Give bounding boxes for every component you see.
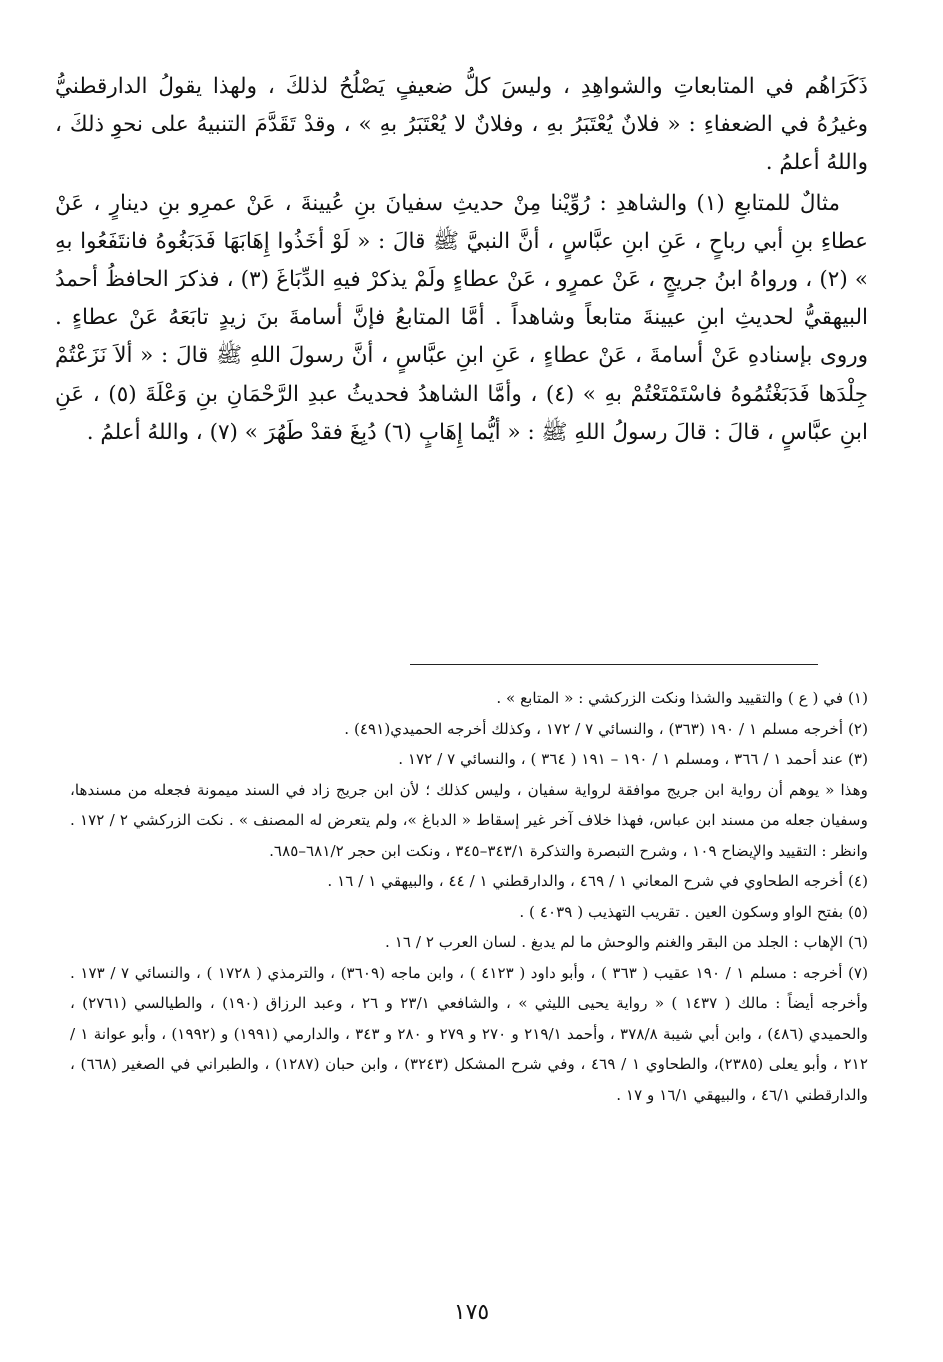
footnote-5: (٥) بفتح الواو وسكون العين . تقريب التهذيب ( ٤٠٣٩ ) .	[519, 902, 868, 921]
main-paragraph-2: مثالٌ للمتابعِ (١) والشاهدِ : رُوِّيْنا مِنْ حديثِ سفيانَ بنِ عُيينةَ ، عَنْ عمرِو بنِ دينارٍ ، عَنْ عطاءِ بنِ أبي رباحٍ ، عَنِ ابنِ عبَّاسٍ ، أنَّ النبيَّ ﷺ قالَ : « لَوْ أخَذُوا إِهَابَهَا فَدَبَغُوهُ فانتَفَعُوا بهِ » (٢) ، ورواهُ ابنُ جريجٍ ، عَنْ عمرٍو ، عَنْ عطاءٍ ولَمْ يذكرْ فيهِ الدِّبَاغَ (٣) ، فذكرَ الحافظُ أحمدُ البيهقيُّ لحديثِ ابنِ عيينةَ متابعاً وشاهداً . أمَّا المتابعُ فإنَّ أسامةَ بنَ زيدٍ تابَعَهُ عَنْ عطاءٍ . وروى بإسنادهِ عَنْ أسامةَ ، عَنْ عطاءٍ ، عَنِ ابنِ عبَّاسٍ ، أنَّ رسولَ اللهِ ﷺ قالَ : « ألاَ نَزَعْتُمْ جِلْدَها فَدَبَغْتُمُوهُ فاسْتَمْتَعْتُمْ بهِ » (٤) ، وأمَّا الشاهدُ فحديثُ عبدِ الرَّحْمَانِ بنِ وَعْلَةَ (٥) ، عَنِ ابنِ عبَّاسٍ ، قالَ : قالَ رسولُ اللهِ ﷺ : « أيُّما إِهَابٍ (٦) دُبِغَ فقدْ طَهُرَ » (٧) ، واللهُ أعلمُ .	[55, 190, 868, 445]
footnote-2: (٢) أخرجه مسلم ١ / ١٩٠ (٣٦٣) ، والنسائي ٧ / ١٧٢ ، وكذلك أخرجه الحميدي(٤٩١) .	[344, 719, 868, 738]
footnote-3: (٣) عند أحمد ١ / ٣٦٦ ، ومسلم ١ / ١٩٠ – ١٩١ ( ٣٦٤ ) ، والنسائي ٧ / ١٧٢ .	[398, 750, 868, 768]
main-paragraph-1: ذَكَرَاهُم في المتابعاتِ والشواهِدِ ، وليسَ كلُّ ضعيفٍ يَصْلُحُ لذلكَ ، ولهذا يقولُ الدارقطنيُّ وغيرُهُ في الضعفاءِ : « فلانٌ يُعْتَبَرُ بهِ ، وفلانٌ لا يُعْتَبَرُ بهِ » ، وقدْ تَقَدَّمَ التنبيهُ على نحوِ ذلكَ ، واللهُ أعلمُ .	[55, 74, 868, 176]
footnotes-block	[70, 683, 868, 1110]
footnote-3-continuation: وهذا « يوهم أن رواية ابن جريج موافقة لرواية سفيان ، وليس كذلك ؛ لأن ابن جريج زاد في السند ميمونة فجعله من مسندها، وسفيان جعله من مسند ابن عباس، فهذا خلاف آخر غير إسقاط « الدباغ »، ولم يتعرض له المصنف » . نكت الزركشي ٢ / ١٧٢ . وانظر : التقييد والإيضاح ١٠٩ ، وشرح التبصرة والتذكرة ٣٤٣/١–٣٤٥ ، ونكت ابن حجر ٦٨١/٢–٦٨٥.	[70, 780, 868, 860]
page-number: ١٧٥	[453, 1300, 490, 1325]
main-text-block	[55, 68, 868, 452]
footnote-7: (٧) أخرجه : مسلم ١ / ١٩٠ عقيب ( ٣٦٣ ) ، وأبو داود ( ٤١٢٣ ) ، وابن ماجه (٣٦٠٩) ، والترمذي ( ١٧٢٨ ) ، والنسائي ٧ / ١٧٣ . وأخرجه أيضاً : مالك ( ١٤٣٧ ) « رواية يحيى الليثي » ، والشافعي ٢٣/١ و ٢٦ ، وعبد الرزاق (١٩٠) ، والطيالسي (٢٧٦١) ، والحميدي (٤٨٦) ، وابن أبي شيبة ٣٧٨/٨ ، وأحمد ٢١٩/١ و ٢٧٠ و ٢٧٩ و ٢٨٠ و ٣٤٣ ، والدارمي (١٩٩١) و (١٩٩٢) ، وأبو عوانة ١ / ٢١٢ ، وأبو يعلى (٢٣٨٥)، والطحاوي ١ / ٤٦٩ ، وفي شرح المشكل (٣٢٤٣) ، وابن حبان (١٢٨٧) ، والطبراني في الصغير (٦٦٨) ، والدارقطني ٤٦/١ ، والبيهقي ١٦/١ و ١٧ .	[70, 963, 869, 1104]
footnote-1: (١) في ( ع ) والتقييد والشذا ونكت الزركشي : « المتابع » .	[496, 689, 868, 707]
footnote-4: (٤) أخرجه الطحاوي في شرح المعاني ١ / ٤٦٩ ، والدارقطني ١ / ٤٤ ، والبيهقي ١ / ١٦ .	[327, 872, 868, 890]
footnote-6: (٦) الإهاب : الجلد من البقر والغنم والوحش ما لم يدبغ . لسان العرب ٢ / ١٦ .	[385, 933, 868, 951]
footnote-separator	[410, 664, 818, 665]
